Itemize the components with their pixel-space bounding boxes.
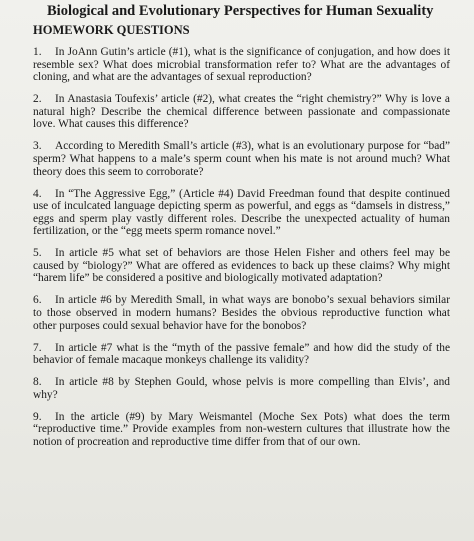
question-number: 3. (33, 140, 42, 153)
question-5 (33, 247, 450, 285)
question-8 (33, 376, 450, 401)
question-text: In JoAnn Gutin’s article (#1), what is the significance of conjugation, and how does it resemble sex? What does microbial transformation refer to? What are the advantages of cloning, and what are the advantages of sexual reproduction? (33, 46, 450, 84)
question-text: In article #6 by Meredith Small, in what ways are bonobo’s sexual behaviors similar to those observed in modern humans? Besides the obvious reproductive function what other purposes could sexual behavior have for the bonobos? (33, 294, 450, 332)
question-number: 4. (33, 187, 42, 200)
question-number: 8. (33, 376, 42, 389)
question-number: 7. (33, 341, 42, 354)
document-title: Biological and Evolutionary Perspectives for Human Sexuality (47, 3, 434, 19)
question-text: According to Meredith Small’s article (#3), what is an evolutionary purpose for “bad” sperm? What happens to a male’s sperm count when his mate is not around much? What theory does this seem to corroborate? (33, 140, 450, 178)
section-heading: HOMEWORK QUESTIONS (33, 23, 190, 37)
question-number: 1. (33, 46, 42, 58)
question-9 (33, 411, 450, 449)
question-text: In article #8 by Stephen Gould, whose pelvis is more compelling than Elvis’, and why? (33, 376, 450, 401)
question-7 (33, 342, 450, 367)
question-number: 2. (33, 93, 42, 106)
question-text: In “The Aggressive Egg,” (Article #4) David Freedman found that despite continued use of inculcated language depicting sperm as powerful, and eggs as “damsels in distress,” eggs and sperm play vastly different roles. Describe the unexpected actuality of human fertilization, or the “egg meets sperm romance novel.” (33, 187, 450, 238)
question-text: In article #7 what is the “myth of the passive female” and how did the study of the behavior of female macaque monkeys challenge its validity? (33, 341, 450, 367)
question-6 (33, 294, 450, 332)
question-number: 9. (33, 410, 42, 423)
question-3 (33, 140, 450, 178)
question-text: In Anastasia Toufexis’ article (#2), what creates the “right chemistry?” Why is love a natural high? Describe the chemical difference between passionate and compassionate love. What causes this difference? (33, 93, 450, 131)
question-text: In article #5 what set of behaviors are those Helen Fisher and others feel may be caused by “biology?” What are offered as evidences to back up these claims? Why might “harem life” be considered a positive and biologically motivated adaptation? (33, 247, 450, 285)
question-number: 6. (33, 294, 42, 307)
question-4 (33, 188, 450, 238)
question-number: 5. (33, 247, 42, 260)
question-text: In the article (#9) by Mary Weismantel (Moche Sex Pots) what does the term “reproductive time.” Provide examples from non-western cultures that illustrate how the notion of procreation and reproductive time differ from that of our own. (33, 410, 450, 448)
question-2 (33, 93, 450, 131)
question-1 (33, 46, 450, 84)
